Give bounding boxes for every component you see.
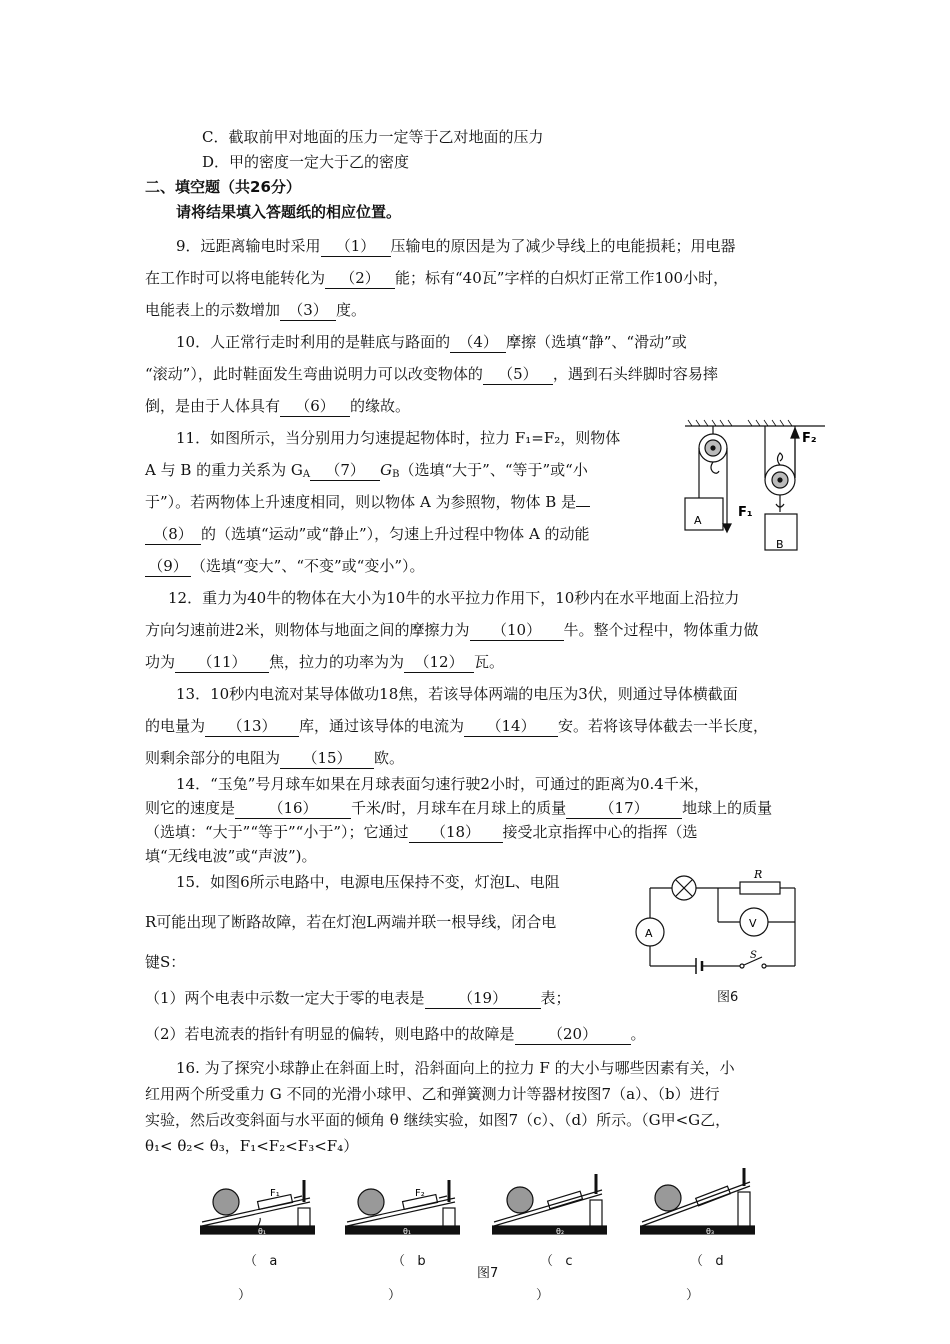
svg-text:θ₁: θ₁ [403,1227,412,1236]
pulley-figure [680,418,830,560]
q11-line5: （9） （选填“变大”、“不变”或“变小”）。 [145,556,425,577]
switch-label: S [750,950,757,961]
option-c: C．截取前甲对地面的压力一定等于乙对地面的压力 [202,128,544,146]
q9-line1: 9．远距离输电时采用 （1） 压输电的原因是为了减少导线上的电能损耗；用电器 [176,237,736,255]
q12-line1: 12．重力为40牛的物体在大小为10牛的水平拉力作用下，10秒内在水平地面上沿拉力 [168,589,740,607]
blank-5[interactable]: （5） [483,364,553,385]
svg-text:F₁: F₁ [270,1188,280,1199]
q12-line2: 方向匀速前进2米，则物体与地面之间的摩擦力为 （10） 牛。整个过程中，物体重力做 [145,621,759,639]
blank-6[interactable]: （6） [280,396,350,417]
q11-line2: A 与 B 的重力关系为 $G_A$ （7） $G_B$（选填“大于”、“等于”或“小 [145,461,588,480]
voltmeter-label: V [749,917,757,930]
fig7-close-d: ） [686,1288,700,1303]
label-a: A [694,514,702,527]
section-title: 二、填空题（共26分） [145,178,301,196]
q13-line2: 的电量为 （13） 库，通过该导体的电流为 （14） 安。若将该导体截去一半长度， [145,717,769,735]
blank-14[interactable]: （14） [464,716,558,737]
q15-line2: R可能出现了断路故障，若在灯泡L两端并联一根导线，闭合电 [145,913,557,931]
q16-line3: 实验，然后改变斜面与水平面的倾角 θ 继续实验，如图7（c）、（d）所示。（G甲<G乙， [145,1111,731,1129]
q11-line3: 于”）。若两物体上升速度相同，则以物体 A 为参照物，物体 B 是 [145,492,590,512]
blank-3[interactable]: （3） [280,300,336,321]
q15-line3: 键S： [145,953,186,971]
blank-2[interactable]: （2） [325,268,395,289]
blank-4[interactable]: （4） [450,332,506,353]
q14-line1: 14．“玉兔”号月球车如果在月球表面匀速行驶2小时，可通过的距离为0.4千米， [176,775,709,793]
q15-sub2: （2）若电流表的指针有明显的偏转，则电路中的故障是 （20） 。 [145,1025,646,1043]
blank-15[interactable]: （15） [280,748,374,769]
f2-label: F₂ [802,431,817,446]
fig7-panel-a [200,1176,315,1236]
q13-line3: 则剩余部分的电阻为 （15） 欧。 [145,749,405,767]
svg-text:θ₃: θ₃ [706,1227,715,1236]
q9-line3: 电能表上的示数增加 （3） 度。 [145,301,367,319]
blank-8[interactable]: （8） [145,524,201,545]
blank-11[interactable]: （11） [175,652,269,673]
ammeter-label: A [645,927,653,940]
q10-line2: “滚动”），此时鞋面发生弯曲说明力可以改变物体的 （5） ，遇到石头绊脚时容易摔 [145,365,718,383]
blank-16[interactable]: （16） [235,798,351,819]
option-d: D．甲的密度一定大于乙的密度 [202,153,410,171]
q12-line3: 功为 （11） 焦，拉力的功率为为 （12） 瓦。 [145,653,505,671]
blank-7[interactable]: （7） [310,460,380,481]
f1-label: F₁ [738,505,753,520]
label-b: B [776,538,784,551]
q16-line2: 红用两个所受重力 G 不同的光滑小球甲、乙和弹簧测力计等器材按图7（a）、（b）进行 [145,1085,720,1103]
q11-line4: （8） 的（选填“运动”或“静止”），匀速上升过程中物体 A 的动能 [145,524,590,545]
fig7-panel-c [492,1172,607,1236]
q14-line3: （选填：“大于”“等于”“小于”）；它通过 （18） 接受北京指挥中心的指挥（选 [145,823,698,841]
blank-9[interactable]: （9） [145,556,191,577]
figure6-caption: 图6 [717,990,739,1005]
q15-sub1: （1）两个电表中示数一定大于零的电表是 （19） 表； [145,989,571,1007]
svg-text:F₂: F₂ [415,1188,425,1199]
fig7-close-a: ） [238,1288,252,1303]
r-label: R [754,868,763,881]
q14-line4: 填“无线电波”或“声波”)。 [145,847,317,865]
blank-12[interactable]: （12） [404,652,474,673]
fig7-label-c: （ c [540,1254,573,1269]
q11-line1: 11．如图所示，当分别用力匀速提起物体时，拉力 F₁=F₂，则物体 [176,429,621,447]
q10-line3: 倒，是由于人体具有 （6） 的缘故。 [145,397,411,415]
blank-19[interactable]: （19） [425,988,541,1009]
fig7-panel-d [640,1168,755,1236]
blank-17[interactable]: （17） [566,798,682,819]
svg-text:θ₂: θ₂ [556,1227,565,1236]
q13-line1: 13．10秒内电流对某导体做功18焦，若该导体两端的电压为3伏，则通过导体横截面 [176,685,738,703]
q16-line1: 16. 为了探究小球静止在斜面上时，沿斜面向上的拉力 F 的大小与哪些因素有关，小 [176,1059,735,1077]
blank-10[interactable]: （10） [470,620,564,641]
blank-13[interactable]: （13） [205,716,299,737]
fig7-close-c: ） [536,1288,550,1303]
fig7-label-a: （ a [244,1254,278,1269]
svg-text:θ₁: θ₁ [258,1227,267,1236]
fig7-close-b: ） [388,1288,402,1303]
q9-line2: 在工作时可以将电能转化为 （2） 能；标有“40瓦”字样的白炽灯正常工作100小时， [145,269,729,287]
fig7-label-d: （ d [690,1254,724,1269]
fig7-panel-b [345,1176,460,1236]
q15-line1: 15．如图6所示电路中，电源电压保持不变，灯泡L、电阻 [176,873,560,891]
blank-20[interactable]: （20） [515,1024,631,1045]
blank-18[interactable]: （18） [409,822,503,843]
circuit-figure [630,862,810,982]
figure7-caption: 图7 [477,1266,499,1281]
section-instruction: 请将结果填入答题纸的相应位置。 [176,203,402,221]
blank-1[interactable]: （1） [321,236,391,257]
q16-line4: θ₁< θ₂< θ₃，F₁<F₂<F₃<F₄） [145,1137,359,1155]
q10-line1: 10．人正常行走时利用的是鞋底与路面的 （4） 摩擦（选填“静”、“滑动”或 [176,333,687,351]
q14-line2: 则它的速度是 （16） 千米/时，月球车在月球上的质量 （17） 地球上的质量 [145,799,773,817]
fig7-label-b: （ b [392,1254,426,1269]
